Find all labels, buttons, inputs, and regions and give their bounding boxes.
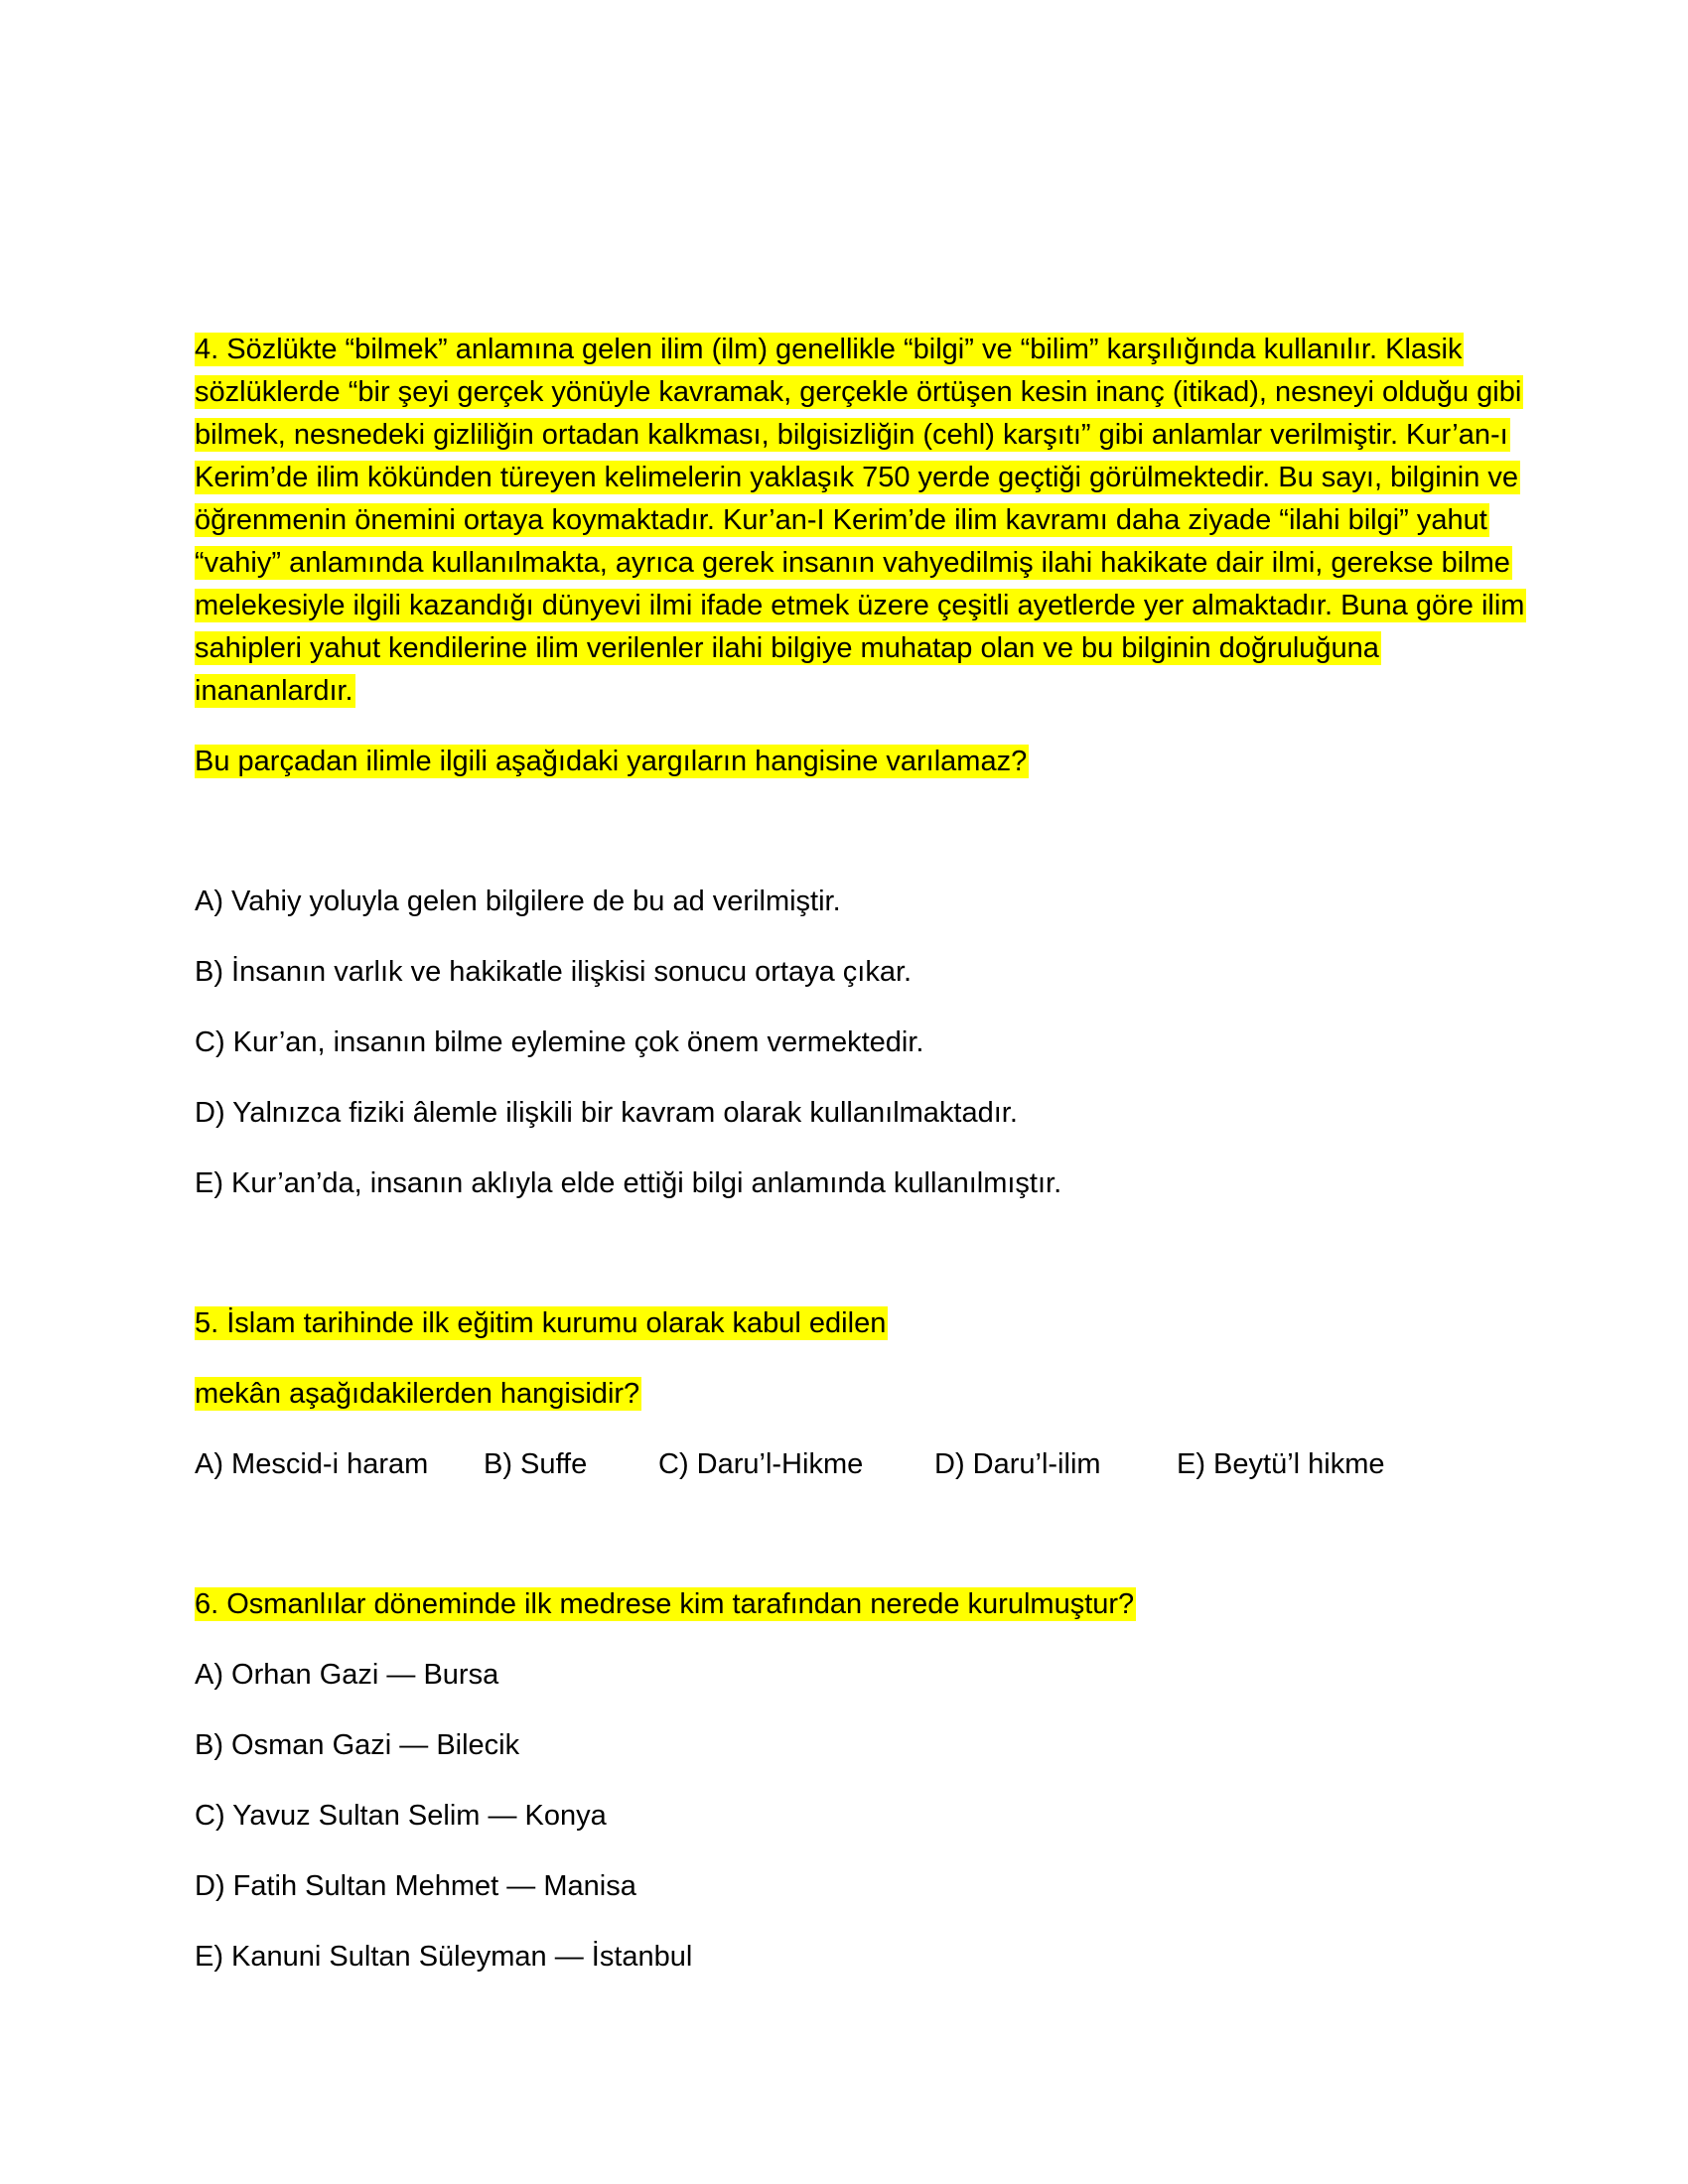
paragraph-line: 4. Sözlükte “bilmek” anlamına gelen ilim (ilm) genellikle “bilgi” ve “bilim” karşılığında kullanılır. Klasik [195,334,1463,365]
question-4-option-d: D) Yalnızca fiziki âlemle ilişkili bir kavram olarak kullanılmaktadır. [195,1097,1018,1129]
question-4-option-c: C) Kur’an, insanın bilme eylemine çok önem vermektedir. [195,1026,924,1058]
question-5-prompt-line: 5. İslam tarihinde ilk eğitim kurumu olarak kabul edilen [195,1307,887,1339]
paragraph-line: “vahiy” anlamında kullanılmakta, ayrıca gerek insanın vahyedilmiş ilahi hakikate dair ilmi, gerekse bilme [195,547,1510,579]
paragraph-line: bilmek, nesnedeki gizliliğin ortadan kalkması, bilgisizliğin (cehl) karşıtı” gibi anlamlar verilmiştir. Kur’an-ı [195,419,1508,451]
question-5-option-e: E) Beytü’l hikme [1177,1448,1385,1480]
question-6-option-c: C) Yavuz Sultan Selim — Konya [195,1800,607,1832]
paragraph-line: öğrenmenin önemini ortaya koymaktadır. Kur’an-I Kerim’de ilim kavramı daha ziyade “ilahi bilgi” yahut [195,504,1487,536]
paragraph-line: melekesiyle ilgili kazandığı dünyevi ilmi ifade etmek üzere çeşitli ayetlerde yer almaktadır. Buna göre ilim [195,590,1525,621]
question-4-option-a: A) Vahiy yoluyla gelen bilgilere de bu ad verilmiştir. [195,886,841,917]
paragraph-line: inananlardır. [195,675,353,707]
question-4-option-b: B) İnsanın varlık ve hakikatle ilişkisi sonucu ortaya çıkar. [195,956,913,988]
paragraph-line: Kerim’de ilim kökünden türeyen kelimelerin yaklaşık 750 yerde geçtiği görülmektedir. Bu sayı, bilginin ve [195,462,1519,493]
question-5-options [195,1446,1485,1482]
paragraph-line: sözlüklerde “bir şeyi gerçek yönüyle kavramak, gerçekle örtüşen kesin inanç (itikad), nesneyi olduğu gibi [195,376,1522,408]
question-6-option-d: D) Fatih Sultan Mehmet — Manisa [195,1870,636,1902]
question-5-option-c: C) Daru’l-Hikme [658,1448,864,1480]
paragraph-line: sahipleri yahut kendilerine ilim verilenler ilahi bilgiye muhatap olan ve bu bilginin doğruluğuna [195,632,1379,664]
question-4-option-e: E) Kur’an’da, insanın aklıyla elde ettiği bilgi anlamında kullanılmıştır. [195,1167,1062,1199]
question-6-option-e: E) Kanuni Sultan Süleyman — İstanbul [195,1941,693,1973]
question-6-prompt: 6. Osmanlılar döneminde ilk medrese kim tarafından nerede kurulmuştur? [195,1588,1135,1620]
question-5-option-a: A) Mescid-i haram [195,1448,429,1480]
question-5-option-d: D) Daru’l-ilim [934,1448,1101,1480]
question-6-option-b: B) Osman Gazi — Bilecik [195,1729,520,1761]
question-6-option-a: A) Orhan Gazi — Bursa [195,1659,499,1691]
question-5-option-b: B) Suffe [484,1448,588,1480]
question-4-prompt: Bu parçadan ilimle ilgili aşağıdaki yargıların hangisine varılamaz? [195,746,1028,777]
question-5-prompt-line: mekân aşağıdakilerden hangisidir? [195,1378,640,1410]
